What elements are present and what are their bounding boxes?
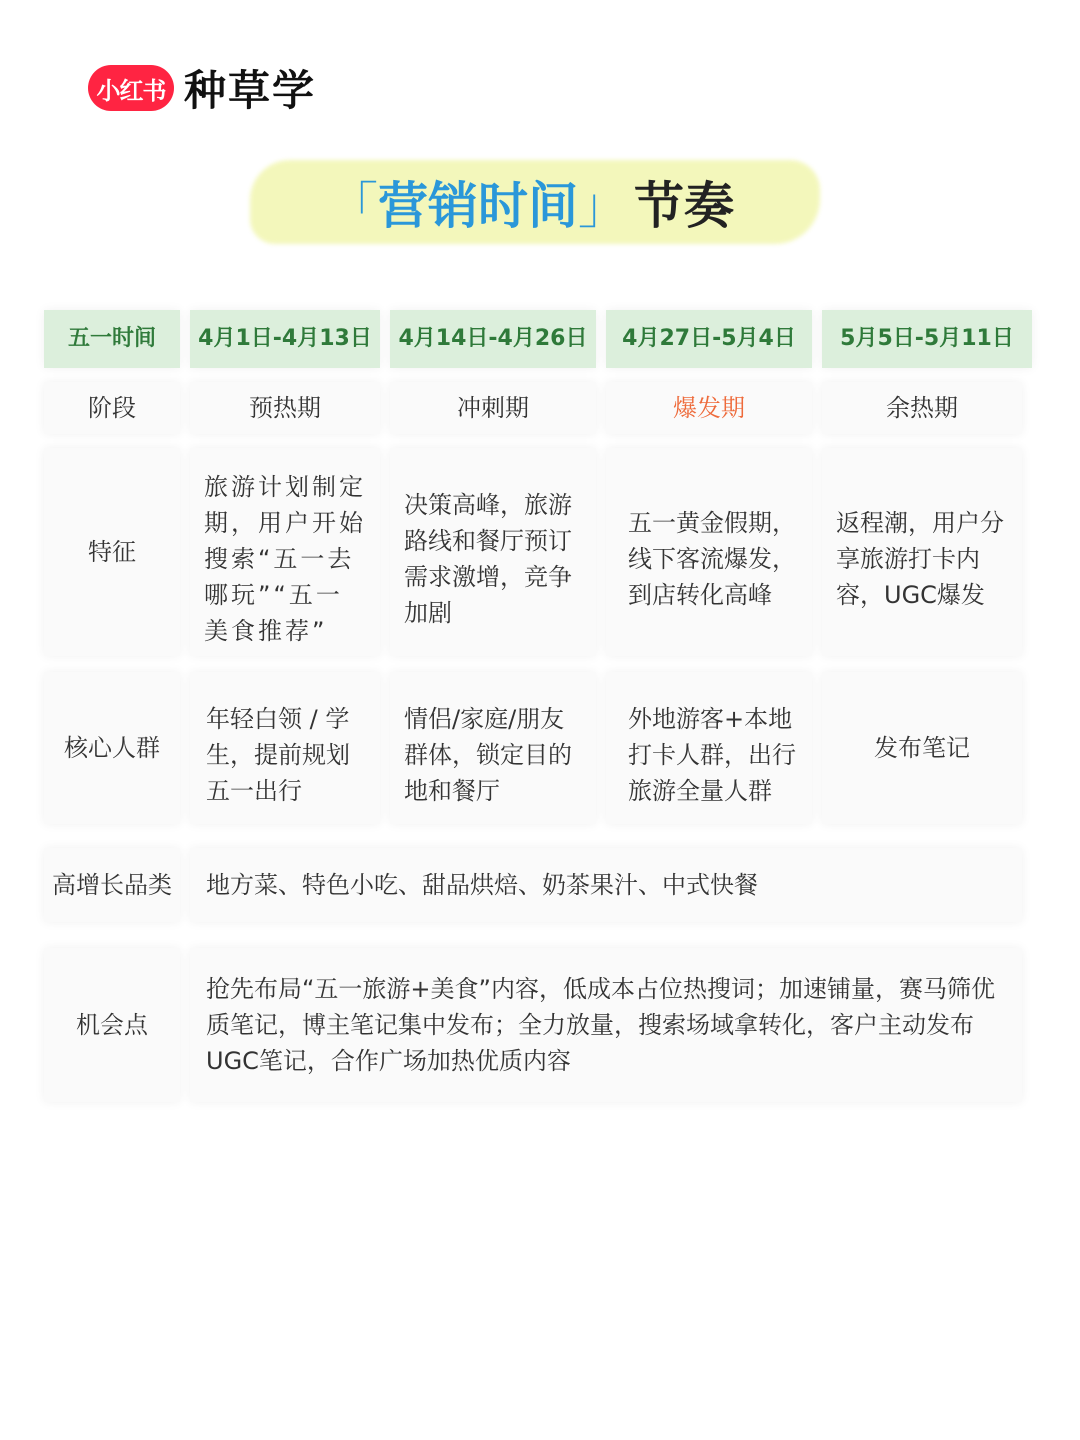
audience-cell-3: 外地游客+本地打卡人群，出行旅游全量人群 <box>606 672 812 824</box>
title-tail: 节奏 <box>634 177 734 235</box>
header-cell-period-2: 4月14日-4月26日 <box>390 310 596 368</box>
stage-cell-2: 冲刺期 <box>390 382 596 434</box>
header-cell-label: 五一时间 <box>44 310 180 368</box>
stage-cell-3: 爆发期 <box>606 382 812 434</box>
feature-cell-1: 旅游计划制定期，用户开始搜索“五一去哪玩”“五一美食推荐” <box>190 448 380 656</box>
row-label-growth: 高增长品类 <box>44 848 180 922</box>
brand-name: 种草学 <box>184 66 317 115</box>
header-cell-period-3: 4月27日-5月4日 <box>606 310 812 368</box>
title-emphasis: 营销时间 <box>378 177 578 235</box>
growth-categories: 地方菜、特色小吃、甜品烘焙、奶茶果汁、中式快餐 <box>190 848 1022 922</box>
audience-cell-2: 情侣/家庭/朋友群体，锁定目的地和餐厅 <box>390 672 596 824</box>
feature-cell-2: 决策高峰，旅游路线和餐厅预订需求激增，竞争加剧 <box>390 448 596 656</box>
feature-cell-4: 返程潮，用户分享旅游打卡内容，UGC爆发 <box>822 448 1022 656</box>
feature-cell-3: 五一黄金假期，线下客流爆发，到店转化高峰 <box>606 448 812 656</box>
row-label-stage: 阶段 <box>44 382 180 434</box>
opportunity-text: 抢先布局“五一旅游+美食”内容，低成本占位热搜词；加速铺量，赛马筛优质笔记，博主笔记集中发布；全力放量，搜索场域拿转化，客户主动发布UGC笔记，合作广场加热优质内容 <box>190 948 1022 1102</box>
header-cell-period-1: 4月1日-4月13日 <box>190 310 380 368</box>
row-label-opportunity: 机会点 <box>44 948 180 1102</box>
row-label-audience: 核心人群 <box>44 672 180 824</box>
stage-cell-4: 余热期 <box>822 382 1022 434</box>
title-open-bracket: 「 <box>328 177 378 235</box>
header-cell-period-4: 5月5日-5月11日 <box>822 310 1032 368</box>
audience-cell-1: 年轻白领 / 学生，提前规划五一出行 <box>190 672 380 824</box>
xiaohongshu-logo: 小红书 <box>88 65 174 111</box>
page-title <box>250 150 820 250</box>
row-label-feature: 特征 <box>44 448 180 656</box>
brand-logo <box>88 58 316 118</box>
audience-cell-4: 发布笔记 <box>822 672 1022 824</box>
stage-cell-1: 预热期 <box>190 382 380 434</box>
title-close-bracket: 」 <box>578 177 628 235</box>
